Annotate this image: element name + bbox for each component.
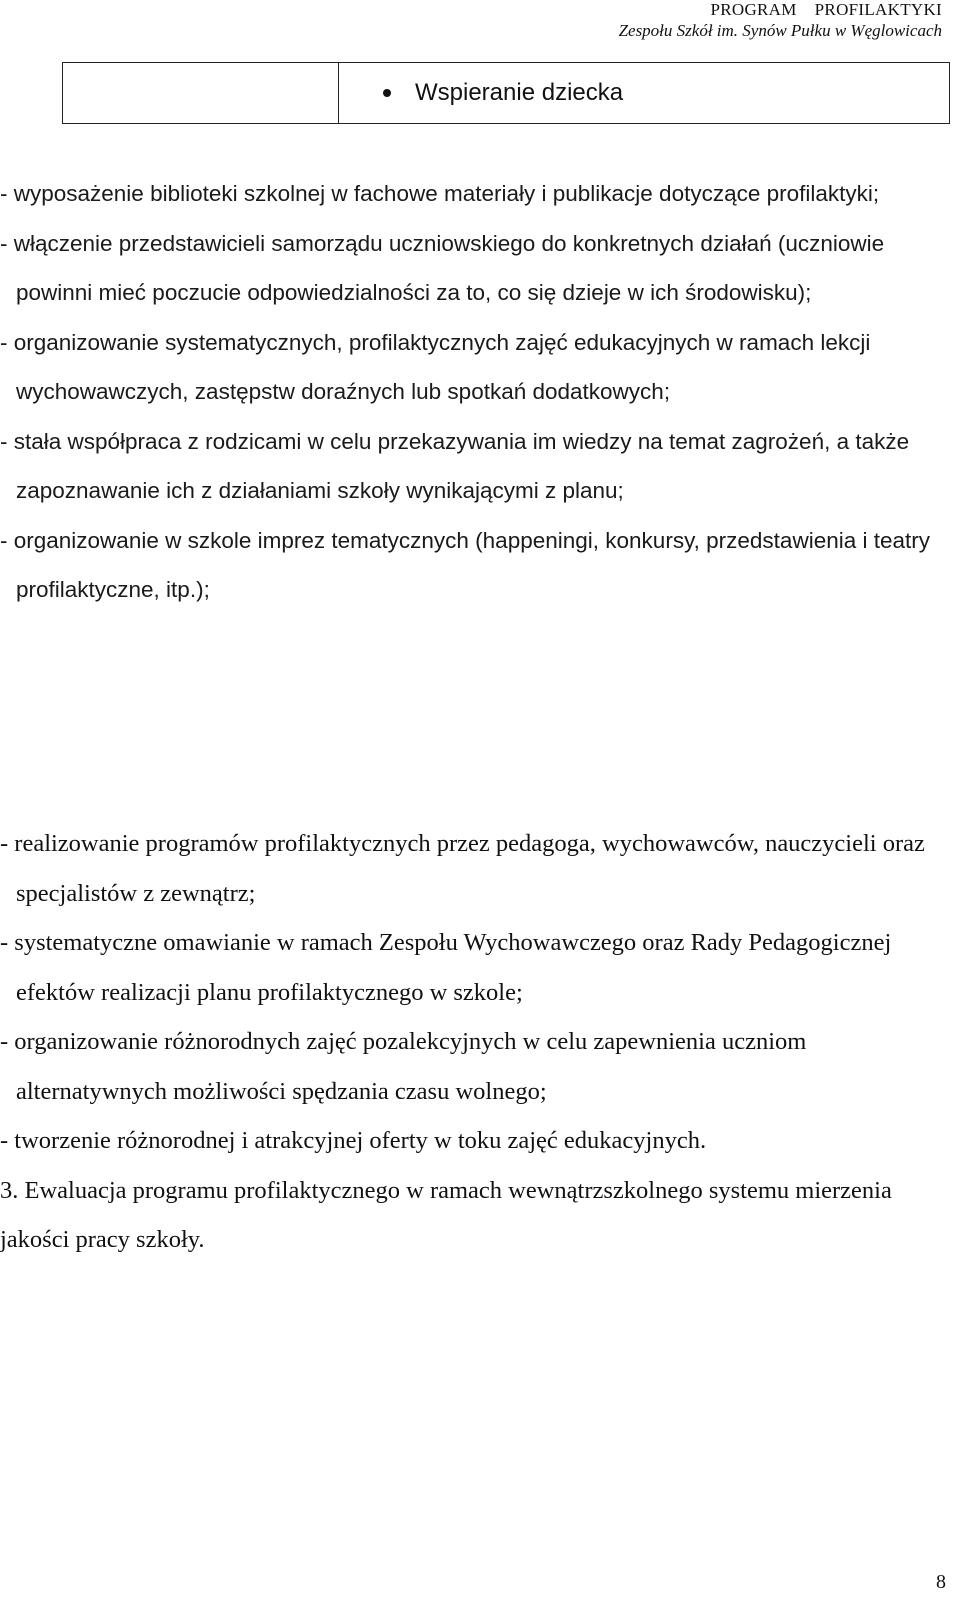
list-item: - organizowanie w szkole imprez tematycznych (happeningi, konkursy, przedstawienia i teatry profilaktyczne, itp.); [0,527,931,602]
list-item: - włączenie przedstawicieli samorządu uczniowskiego do konkretnych działań (uczniowie powinni mieć poczucie odpowiedzialności za to, co się dzieje w ich środowisku); [0,230,885,305]
table-cell-topic [339,63,949,123]
action-list-serif [0,819,940,1265]
header-title-profilaktyki: PROFILAKTYKI [814,0,942,19]
topic-table [62,62,950,124]
topic-text: Wspieranie dziecka [415,79,624,106]
action-list-sans [0,169,930,615]
list-item: - tworzenie różnorodnej i atrakcyjnej oferty w toku zajęć edukacyjnych. [0,1127,707,1154]
bullet-icon [383,89,391,97]
list-item: - organizowanie systematycznych, profilaktycznych zajęć edukacyjnych w ramach lekcji wychowawczych, zastępstw doraźnych lub spotkań dodatkowych; [0,329,871,404]
page-header [462,0,942,42]
page-number: 8 [936,1571,946,1593]
header-subtitle: Zespołu Szkół im. Synów Pułku w Węglowicach [618,21,942,40]
header-title [462,0,942,20]
list-item: - wyposażenie biblioteki szkolnej w fachowe materiały i publikacje dotyczące profilaktyki; [0,181,880,206]
list-item: - stała współpraca z rodzicami w celu przekazywania im wiedzy na temat zagrożeń, a także zapoznawanie ich z działaniami szkoły wynikającymi z planu; [0,428,910,503]
header-title-program: PROGRAM [710,0,797,19]
section-heading: 3. Ewaluacja programu profilaktycznego w ramach wewnątrzszkolnego systemu mierzenia jakości pracy szkoły. [0,1176,892,1253]
list-item: - organizowanie różnorodnych zajęć pozalekcyjnych w celu zapewnienia uczniom alternatywnych możliwości spędzania czasu wolnego; [0,1028,807,1105]
list-item: - realizowanie programów profilaktycznych przez pedagoga, wychowawców, nauczycieli oraz specjalistów z zewnątrz; [0,830,925,907]
table-cell-empty [63,63,339,123]
list-item: - systematyczne omawianie w ramach Zespołu Wychowawczego oraz Rady Pedagogicznej efektów realizacji planu profilaktycznego w szkole; [0,929,892,1006]
